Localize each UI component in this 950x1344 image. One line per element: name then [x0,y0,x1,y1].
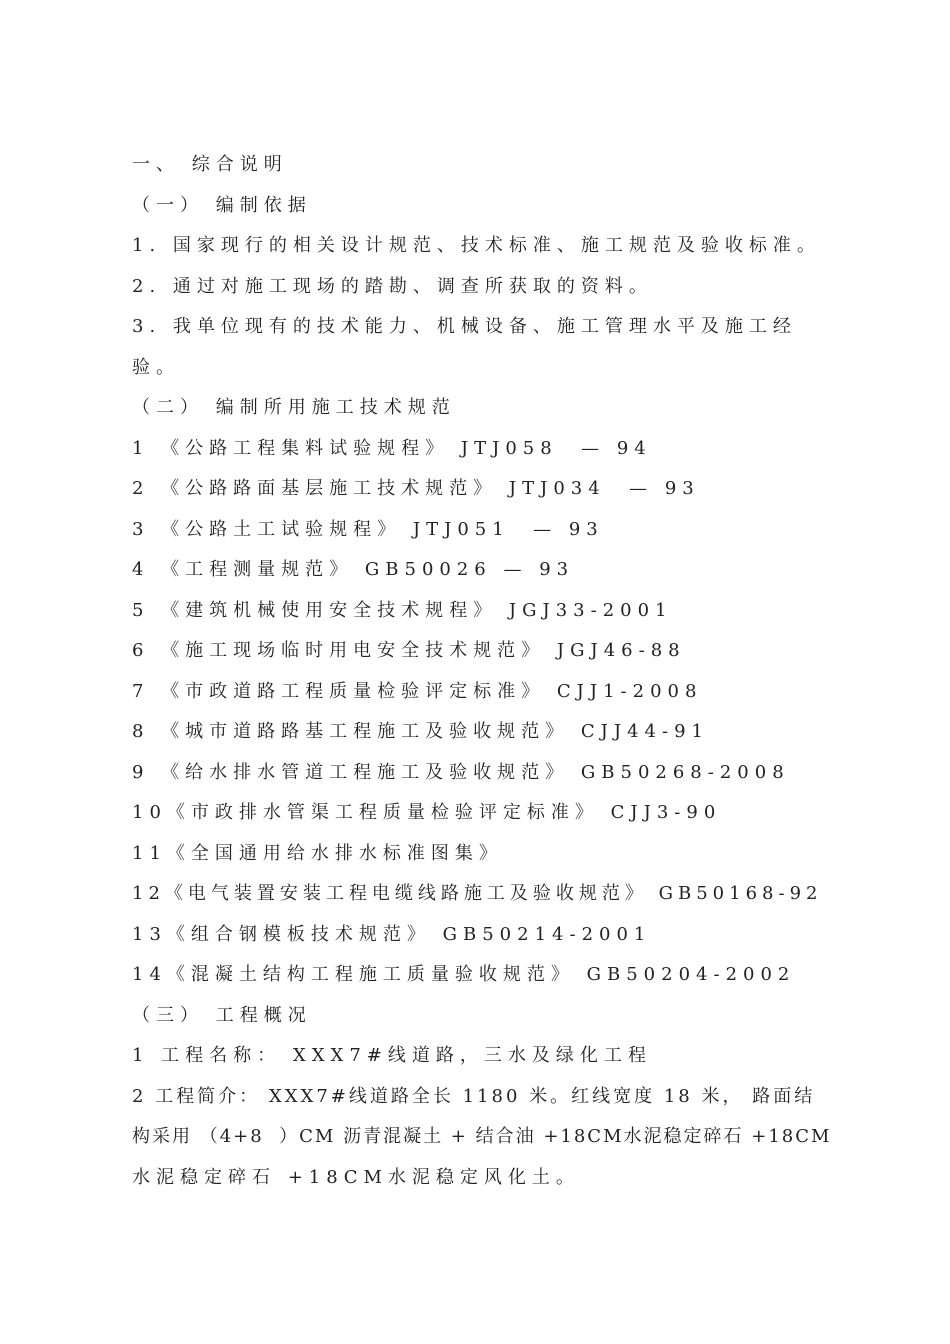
list-item: 5 《建筑机械使用安全技术规程》 JGJ33-2001 [132,600,673,621]
subsection-heading: （一） 编制依据 [132,195,312,216]
paragraph-line: 1. 国家现行的相关设计规范、技术标准、施工规范及验收标准。 [132,235,821,256]
list-item: 10《市政排水管渠工程质量检验评定标准》 CJJ3-90 [132,802,722,823]
paragraph-line: 1 工程名称： XXX7#线道路，三水及绿化工程 [132,1045,652,1066]
list-item: 6 《施工现场临时用电安全技术规范》 JGJ46-88 [132,640,686,661]
paragraph-line: 2 工程简介： XXX7#线道路全长 1180 米。红线宽度 18 米， 路面结 [132,1086,816,1107]
list-item: 12《电气装置安装工程电缆线路施工及验收规范》 GB50168-92 [132,883,823,904]
list-item: 7 《市政道路工程质量检验评定标准》 CJJ1-2008 [132,681,703,702]
paragraph-line: 构采用 （4+8 ）CM 沥青混凝土 + 结合油 +18CM水泥稳定碎石 +18CM [132,1126,832,1147]
list-item: 3 《公路土工试验规程》 JTJ051 — 93 [132,519,604,540]
list-item: 2 《公路路面基层施工技术规范》 JTJ034 — 93 [132,478,700,499]
subsection-heading: （三） 工程概况 [132,1005,312,1026]
subsection-heading: （二） 编制所用施工技术规范 [132,397,456,418]
paragraph-line: 验。 [132,357,180,378]
paragraph-line: 3. 我单位现有的技术能力、机械设备、施工管理水平及施工经 [132,316,797,337]
list-item: 11《全国通用给水排水标准图集》 [132,843,503,864]
section-heading: 一、 综合说明 [132,154,288,175]
paragraph-line: 水泥稳定碎石 +18CM水泥稳定风化土。 [132,1167,580,1188]
list-item: 8 《城市道路路基工程施工及验收规范》 CJJ44-91 [132,721,709,742]
list-item: 9 《给水排水管道工程施工及验收规范》 GB50268-2008 [132,762,790,783]
list-item: 13《组合钢模板技术规范》 GB50214-2001 [132,924,652,945]
list-item: 4 《工程测量规范》 GB50026 — 93 [132,559,575,580]
list-item: 14《混凝土结构工程施工质量验收规范》 GB50204-2002 [132,964,796,985]
list-item: 1 《公路工程集料试验规程》 JTJ058 — 94 [132,438,652,459]
paragraph-line: 2. 通过对施工现场的踏勘、调查所获取的资料。 [132,276,653,297]
